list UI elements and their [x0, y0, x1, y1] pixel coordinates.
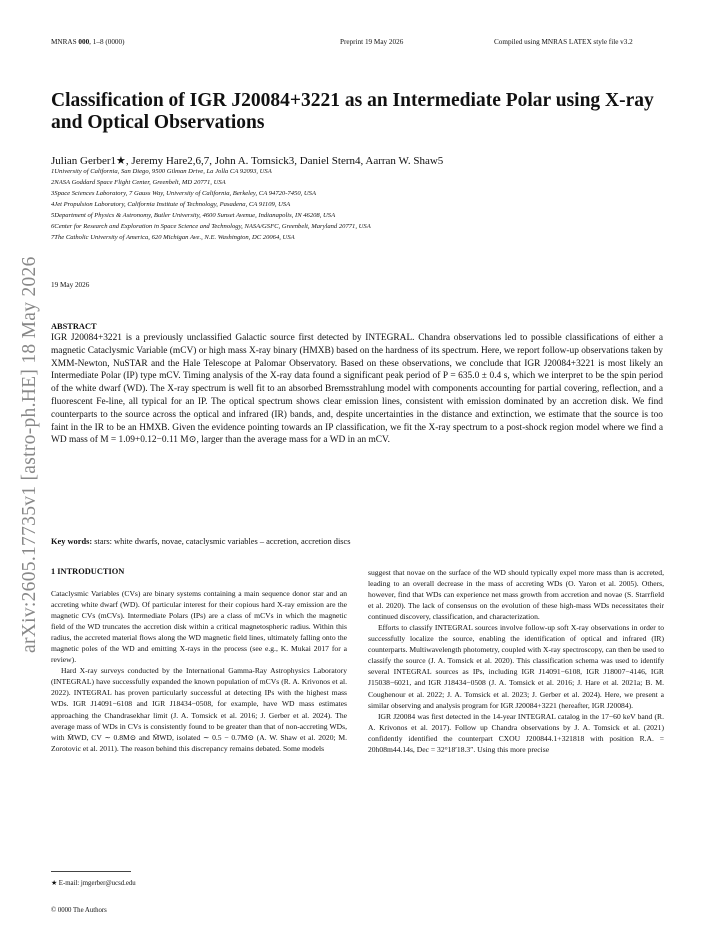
keywords	[51, 537, 351, 546]
running-header-compiled: Compiled using MNRAS LATEX style file v3.2	[494, 38, 633, 46]
affiliation-3: 3Space Sciences Laboratory, 7 Gauss Way, University of California, Berkeley, CA 94720-7450, USA	[51, 190, 317, 197]
paragraph: suggest that novae on the surface of the WD should typically expel more mass than is accreted, leading to an overall decrease in the mass of accreting WDs (O. Yaron et al. 2005). Others, however, find that WDs can experience net mass growth from accretion and novae (S. Starrfield et al. 2020). The lack of consensus on the evolution of these high-mass WDs necessitates their continued discovery, classification, and characterization.	[368, 568, 664, 622]
author-list: Julian Gerber1★, Jeremy Hare2,6,7, John A. Tomsick3, Daniel Stern4, Aarran W. Shaw5	[51, 155, 444, 167]
abstract-text: IGR J20084+3221 is a previously unclassified Galactic source first detected by INTEGRAL. Chandra observations led to possible classifications of either a magnetic Cataclysmic Variable (mCV) or high mass X-ray binary (HMXB) based on the hardness of its spectrum. Here, we report follow-up observations taken by XMM-Newton, NuSTAR and the Hale Telescope at Palomar Observatory. Based on these observations, we conclude that IGR J20084+3221 is most likely an Intermediate Polar (IP) type mCV. Timing analysis of the X-ray data found a significant peak period of P = 635.0 ± 0.4 s, which we interpret to be the spin period of the white dwarf (WD). The X-ray spectrum is well fit to an absorbed Bremsstrahlung model with components accounting for partial covering, reflection, and a fluorescent Fe-line, all typical for an IP. The optical spectrum shows clear emission lines, consistent with emission dominated by an accretion disk. We find counterparts to the source across the optical and infrared (IR) bands, and, despite uncertainties in the distance and extinction, we estimate that the source is too faint in the IR to be an HMXB. Given the evidence pointing towards an IP classification, we fit the X-ray spectrum to a post-shock region model where we find a WD mass of M = 1.09+0.12−0.11 M⊙, larger than the average mass for a WD in an mCV.	[51, 333, 663, 446]
paragraph: Efforts to classify INTEGRAL sources involve follow-up soft X-ray observations in order to successfully localize the source, enabling the identification of optical and infrared (IR) counterparts. Multiwavelength photometry, coupled with X-ray spectroscopy, can then be used to classify the source (J. A. Tomsick et al. 2020). This classification schema was used to identify several INTEGRAL sources as IPs, including IGR J14091−6108, IGR J18007−4146, IGR J15038−6021, and IGR J18434−0508 (J. A. Tomsick et al. 2016; J. Hare et al. 2021a; B. M. Coughenour et al. 2022; J. A. Tomsick et al. 2023; J. Gerber et al. 2024). Here, we present a similar observing and analysis program for IGR J20084+3221 (hereafter, IGR J20084).	[368, 623, 664, 710]
affiliation-2: 2NASA Goddard Space Flight Center, Greenbelt, MD 20771, USA	[51, 179, 226, 186]
left-column	[51, 588, 347, 754]
arxiv-side-stamp: arXiv:2605.17735v1 [astro-ph.HE] 18 May 2026	[19, 256, 40, 653]
keywords-label: Key words:	[51, 537, 93, 546]
abstract-heading: ABSTRACT	[51, 322, 97, 331]
affiliation-1: 1University of California, San Diego, 9500 Gilman Drive, La Jolla CA 92093, USA	[51, 168, 272, 175]
paragraph: Hard X-ray surveys conducted by the International Gamma-Ray Astrophysics Laboratory (INTEGRAL) have successfully expanded the known population of mCVs (R. A. Krivonos et al. 2022). INTEGRAL has proven particularly successful at detecting IPs with the highest mass WDs. IGR J14091−6108 and IGR J18434−0508, for example, have WD mass estimates approaching the Chandrasekhar limit (J. A. Tomsick et al. 2016; J. Gerber et al. 2024). The average mass of WDs in CVs is consistently found to be greater than that of non-accreting WDs, with M̄WD, CV ∼ 0.8M⊙ and M̄WD, isolated ∼ 0.5 − 0.7M⊙ (A. W. Shaw et al. 2020; M. Zorotovic et al. 2011). The reason behind this discrepancy remains debated. Some models	[51, 666, 347, 753]
affiliation-6: 6Center for Research and Exploration in Space Science and Technology, NASA/GSFC, Greenbelt, Maryland 20771, USA	[51, 223, 371, 230]
running-header-journal: MNRAS 000, 1–8 (0000)	[51, 38, 125, 46]
footnote-rule	[51, 871, 131, 872]
paragraph: Cataclysmic Variables (CVs) are binary systems containing a main sequence donor star and an accreting white dwarf (WD). Of particular interest for their copious hard X-ray emission are the magnetic CVs (mCVs). Intermediate Polars (IPs) are a class of mCVs in which the magnetic field of the WD truncates the accretion disk within a critical magnetospheric radius. Within this radius, the accreted material flows along the WD magnetic field lines, ultimately falling onto the magnetic poles of the WD and emitting X-rays in the process (see e.g., K. Mukai 2017 for a review).	[51, 589, 347, 665]
keywords-text: stars: white dwarfs, novae, cataclysmic variables – accretion, accretion discs	[94, 537, 351, 546]
footnote-email: ★ E-mail: jmgerber@ucsd.edu	[51, 880, 136, 887]
affiliation-5: 5Department of Physics & Astronomy, Butler University, 4600 Sunset Avenue, Indianapolis, IN 46208, USA	[51, 212, 336, 219]
affiliation-4: 4Jet Propulsion Laboratory, California Institute of Technology, Pasadena, CA 91109, USA	[51, 201, 291, 208]
received-date: 19 May 2026	[51, 281, 90, 289]
paragraph: IGR J20084 was first detected in the 14-year INTEGRAL catalog in the 17−60 keV band (R. A. Krivonos et al. 2017). Follow up Chandra observations by J. A. Tomsick et al. (2021) confidently identified the counterpart CXOU J200844.1+321818 with position R.A. = 20h08m44.14s, Dec = 32°18′18.3″. Using this more precise	[368, 711, 664, 754]
affiliation-7: 7The Catholic University of America, 620 Michigan Ave., N.E. Washington, DC 20064, USA	[51, 234, 295, 241]
section-heading: 1 INTRODUCTION	[51, 567, 125, 576]
copyright: © 0000 The Authors	[51, 907, 107, 914]
right-column	[368, 567, 664, 755]
paper-title: Classification of IGR J20084+3221 as an Intermediate Polar using X-ray and Optical Observations	[51, 90, 654, 133]
running-header-preprint: Preprint 19 May 2026	[340, 38, 404, 46]
